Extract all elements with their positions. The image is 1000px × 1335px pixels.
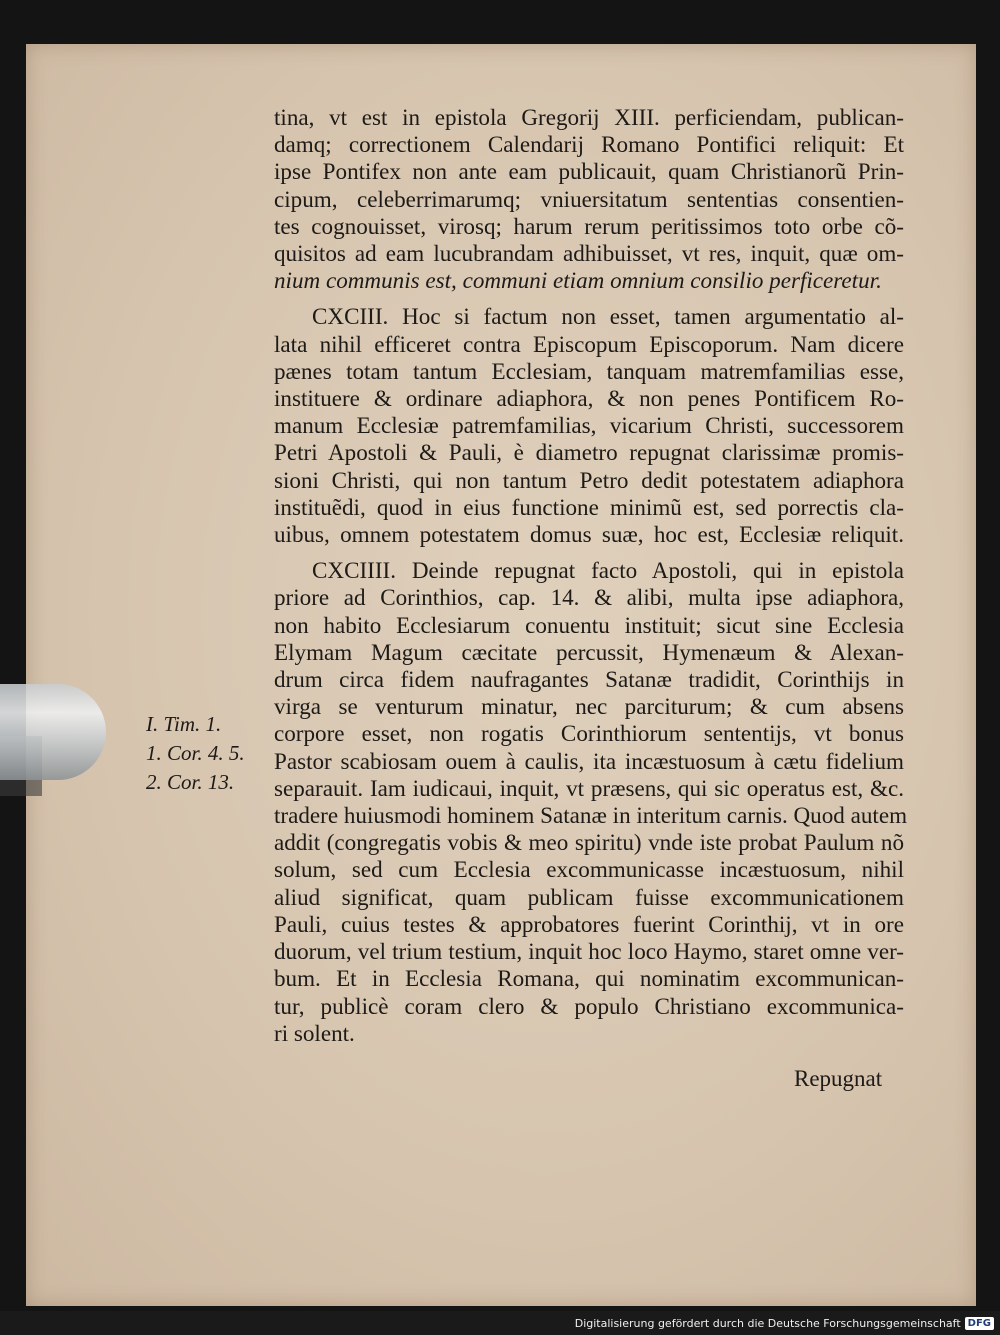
- body-text: [274, 104, 908, 1047]
- text-line: solum, sed cum Ecclesia excommunicasse incæstuosum, nihil: [274, 856, 904, 883]
- text-line: Petri Apostoli & Pauli, è diametro repugnat clarissimæ promis-: [274, 439, 904, 466]
- text-line: priore ad Corinthios, cap. 14. & alibi, multa ipse adiaphora,: [274, 584, 904, 611]
- catchword: Repugnat: [794, 1066, 883, 1091]
- text-line: virga se venturum minatur, nec parciturum; & cum absens: [274, 693, 904, 720]
- text-line: sioni Christi, qui non tantum Petro dedit potestatem adiaphora: [274, 466, 904, 493]
- text-line: duorum, vel trium testium, inquit hoc loco Haymo, staret omne ver-: [274, 938, 904, 965]
- text-line: tina, vt est in epistola Gregorij XIII. perficiendam, publican-: [274, 104, 904, 130]
- text-line: tradere huiusmodi hominem Satanæ in interitum carnis. Quod autem: [274, 802, 908, 829]
- text-line: non habito Ecclesiarum conuentu instituit; sicut sine Ecclesia: [274, 611, 904, 638]
- text-line: nium communis est, communi etiam omnium consilio perficeretur.: [274, 267, 882, 294]
- text-line: pænes totam tantum Ecclesiam, tanquam matremfamilias esse,: [274, 357, 904, 384]
- text-line: cipum, celeberrimarumq; vniuersitatum sententias consentien-: [274, 185, 904, 212]
- text-line: Pauli, cuius testes & approbatores fuerint Corinthij, vt in ore: [274, 910, 904, 937]
- text-line: tur, publicè coram clero & populo Christiano excommunica-: [274, 992, 904, 1019]
- text-line: aliud significat, quam publicam fuisse excommunicationem: [274, 883, 904, 910]
- text-line: quisitos ad eam lucubrandam adhibuisset, vt res, inquit, quæ om-: [274, 240, 904, 267]
- text-line: CXCIII. Hoc si factum non esset, tamen argumentatio al-: [312, 303, 904, 330]
- text-line: Elymam Magum cæcitate percussit, Hymenæum & Alexan-: [274, 638, 904, 665]
- margin-note: 1. Cor. 4. 5.: [146, 741, 245, 765]
- text-line: damq; correctionem Calendarij Romano Pontifici reliquit: Et: [274, 131, 904, 158]
- margin-notes: [146, 710, 245, 797]
- text-line: instituere & ordinare adiaphora, & non penes Pontificem Ro-: [274, 385, 904, 412]
- footer-bar: [0, 1311, 1000, 1335]
- text-line: Pastor scabiosam ouem à caulis, ita incæstuosum à cætu fidelium: [274, 747, 904, 774]
- text-line: uibus, omnem potestatem domus suæ, hoc est, Ecclesiæ reliquit.: [274, 521, 904, 548]
- footer-text: Digitalisierung gefördert durch die Deutsche Forschungsgemeinschaft: [574, 1316, 961, 1330]
- text-line: manum Ecclesiæ patremfamilias, vicarium Christi, successorem: [274, 412, 904, 439]
- text-line: corpore esset, non rogatis Corinthiorum sententijs, vt bonus: [274, 720, 904, 747]
- text-line: separauit. Iam iudicaui, inquit, vt præsens, qui sic operatus est, &c.: [274, 774, 904, 801]
- text-line: instituẽdi, quod in eius functione minimũ est, sed porrectis cla-: [274, 493, 904, 520]
- text-line: lata nihil efficeret contra Episcopum Episcoporum. Nam dicere: [274, 330, 904, 357]
- text-line: addit (congregatis vobis & meo spiritu) vnde iste probat Paulum nõ: [274, 829, 904, 856]
- margin-note: I. Tim. 1.: [146, 712, 222, 736]
- dfg-logo-icon: DFG: [965, 1317, 994, 1330]
- text-line: drum circa fidem naufragantes Satanæ tradidit, Corinthijs in: [274, 666, 904, 693]
- text-line: CXCIIII. Deinde repugnat facto Apostoli, qui in epistola: [312, 557, 904, 584]
- text-line: tes cognouisset, virosq; harum rerum peritissimos toto orbe cõ-: [274, 212, 904, 239]
- page-clip: [0, 684, 106, 780]
- text-line: ri solent.: [274, 1019, 355, 1046]
- margin-note: 2. Cor. 13.: [146, 770, 235, 794]
- text-line: bum. Et in Ecclesia Romana, qui nominatim excommunican-: [274, 965, 904, 992]
- text-line: ipse Pontifex non ante eam publicauit, quam Christianorũ Prin-: [274, 158, 904, 185]
